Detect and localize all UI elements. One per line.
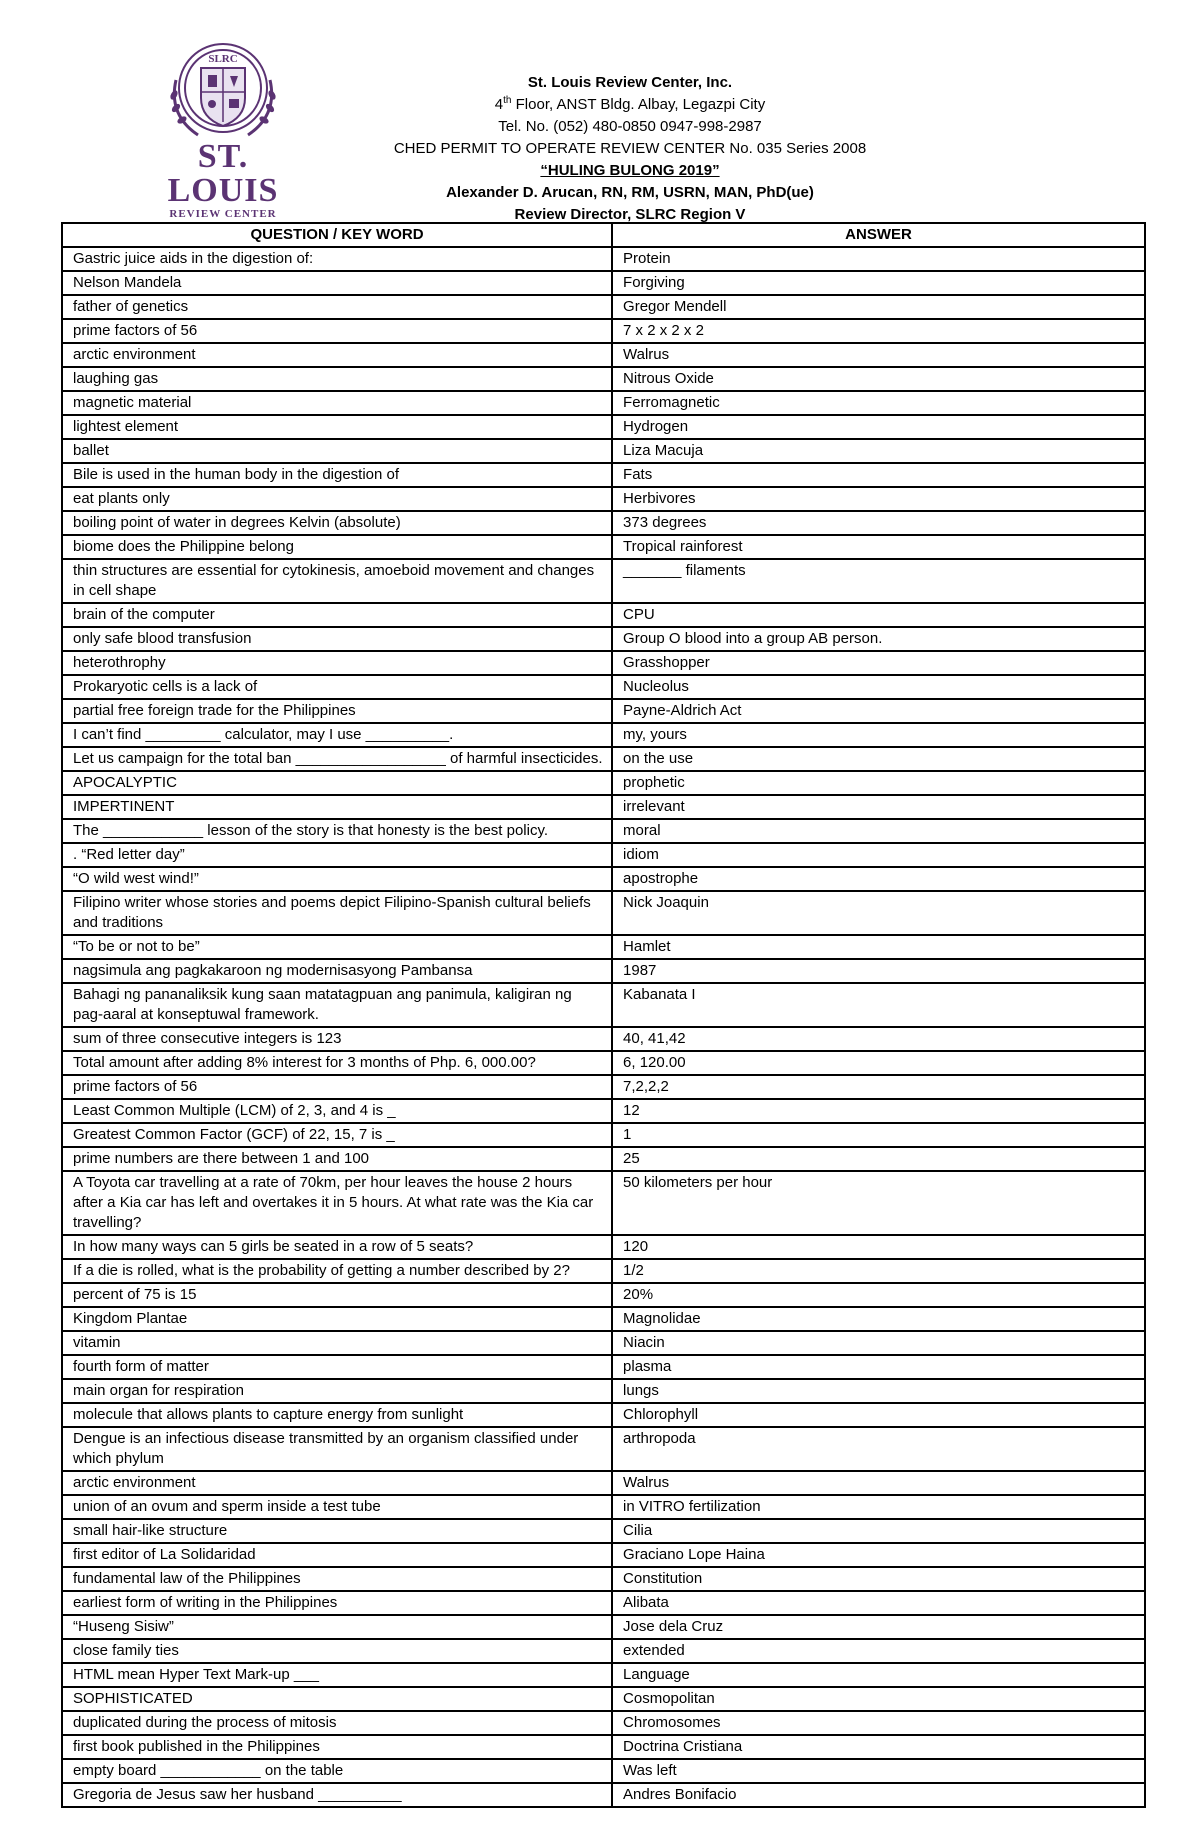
answer-cell: Ferromagnetic [612, 391, 1145, 415]
question-cell: brain of the computer [62, 603, 612, 627]
table-body [62, 247, 1145, 1807]
answer-cell: Was left [612, 1759, 1145, 1783]
answer-cell: Hamlet [612, 935, 1145, 959]
answer-cell: Walrus [612, 343, 1145, 367]
table-row [62, 771, 1145, 795]
table-row [62, 795, 1145, 819]
table-row [62, 1171, 1145, 1235]
answer-cell: Nitrous Oxide [612, 367, 1145, 391]
table-row [62, 983, 1145, 1027]
table-row [62, 959, 1145, 983]
table-row [62, 627, 1145, 651]
table-row [62, 1403, 1145, 1427]
answer-cell: 12 [612, 1099, 1145, 1123]
answer-cell: 20% [612, 1283, 1145, 1307]
question-cell: eat plants only [62, 487, 612, 511]
table-row [62, 819, 1145, 843]
answer-cell: 7 x 2 x 2 x 2 [612, 319, 1145, 343]
question-cell: biome does the Philippine belong [62, 535, 612, 559]
answer-cell: Gregor Mendell [612, 295, 1145, 319]
answer-cell: apostrophe [612, 867, 1145, 891]
question-cell: arctic environment [62, 343, 612, 367]
answer-cell: 120 [612, 1235, 1145, 1259]
answer-cell: Group O blood into a group AB person. [612, 627, 1145, 651]
column-header-question: QUESTION / KEY WORD [62, 223, 612, 247]
question-cell: laughing gas [62, 367, 612, 391]
answer-cell: Doctrina Cristiana [612, 1735, 1145, 1759]
answer-cell: Cosmopolitan [612, 1687, 1145, 1711]
column-header-answer: ANSWER [612, 223, 1145, 247]
table-row [62, 535, 1145, 559]
table-row [62, 1147, 1145, 1171]
question-cell: prime factors of 56 [62, 1075, 612, 1099]
table-row [62, 675, 1145, 699]
seal-text: SLRC [208, 53, 238, 65]
director-title: Review Director, SLRC Region V [514, 206, 746, 223]
question-cell: Filipino writer whose stories and poems depict Filipino-Spanish cultural beliefs and traditions [62, 891, 612, 935]
question-cell: percent of 75 is 15 [62, 1283, 612, 1307]
answer-cell: in VITRO fertilization [612, 1495, 1145, 1519]
answer-cell: Herbivores [612, 487, 1145, 511]
floor-suffix: th [503, 95, 512, 106]
question-cell: . “Red letter day” [62, 843, 612, 867]
answer-cell: Chromosomes [612, 1711, 1145, 1735]
answer-cell: Payne-Aldrich Act [612, 699, 1145, 723]
answer-cell: Grasshopper [612, 651, 1145, 675]
answer-cell: 1987 [612, 959, 1145, 983]
logo-wordmark [138, 140, 308, 220]
answer-cell: Forgiving [612, 271, 1145, 295]
table-row [62, 1027, 1145, 1051]
table-row [62, 723, 1145, 747]
answer-cell: Nick Joaquin [612, 891, 1145, 935]
table-row [62, 1711, 1145, 1735]
table-row [62, 1495, 1145, 1519]
answer-cell: Kabanata I [612, 983, 1145, 1027]
table-row [62, 1471, 1145, 1495]
question-cell: thin structures are essential for cytokinesis, amoeboid movement and changes in cell shape [62, 559, 612, 603]
answer-cell: 373 degrees [612, 511, 1145, 535]
table-row [62, 1567, 1145, 1591]
table-row [62, 1615, 1145, 1639]
question-cell: only safe blood transfusion [62, 627, 612, 651]
answer-cell: Hydrogen [612, 415, 1145, 439]
table-row [62, 1639, 1145, 1663]
table-row [62, 1283, 1145, 1307]
table-row [62, 439, 1145, 463]
table-row [62, 651, 1145, 675]
answer-cell: extended [612, 1639, 1145, 1663]
question-cell: arctic environment [62, 1471, 612, 1495]
answer-cell: Graciano Lope Haina [612, 1543, 1145, 1567]
answer-cell: 1 [612, 1123, 1145, 1147]
table-row [62, 271, 1145, 295]
question-cell: Gastric juice aids in the digestion of: [62, 247, 612, 271]
permit-line: CHED PERMIT TO OPERATE REVIEW CENTER No. 035 Series 2008 [393, 140, 867, 157]
question-cell: Let us campaign for the total ban __________________ of harmful insecticides. [62, 747, 612, 771]
question-cell: nagsimula ang pagkakaroon ng modernisasyong Pambansa [62, 959, 612, 983]
answer-cell: Tropical rainforest [612, 535, 1145, 559]
question-cell: father of genetics [62, 295, 612, 319]
question-cell: Gregoria de Jesus saw her husband __________ [62, 1783, 612, 1807]
table-row [62, 1355, 1145, 1379]
answer-cell: arthropoda [612, 1427, 1145, 1471]
question-cell: close family ties [62, 1639, 612, 1663]
table-row [62, 1759, 1145, 1783]
question-cell: Bile is used in the human body in the digestion of [62, 463, 612, 487]
question-cell: In how many ways can 5 girls be seated in a row of 5 seats? [62, 1235, 612, 1259]
answer-cell: plasma [612, 1355, 1145, 1379]
answer-cell: Nucleolus [612, 675, 1145, 699]
answer-cell: 6, 120.00 [612, 1051, 1145, 1075]
answer-cell: 1/2 [612, 1259, 1145, 1283]
answer-cell: moral [612, 819, 1145, 843]
address-text: Floor, ANST Bldg. Albay, Legazpi City [511, 96, 766, 113]
table-row [62, 1427, 1145, 1471]
answer-cell: Alibata [612, 1591, 1145, 1615]
question-cell: Least Common Multiple (LCM) of 2, 3, and 4 is _ [62, 1099, 612, 1123]
question-cell: prime factors of 56 [62, 319, 612, 343]
table-row [62, 935, 1145, 959]
answer-cell: Magnolidae [612, 1307, 1145, 1331]
question-cell: lightest element [62, 415, 612, 439]
question-cell: empty board ____________ on the table [62, 1759, 612, 1783]
document-title: “HULING BULONG 2019” [540, 162, 720, 179]
table-row [62, 1379, 1145, 1403]
question-cell: If a die is rolled, what is the probability of getting a number described by 2? [62, 1259, 612, 1283]
table-row [62, 1735, 1145, 1759]
question-cell: fundamental law of the Philippines [62, 1567, 612, 1591]
table-row [62, 1591, 1145, 1615]
table-row [62, 1519, 1145, 1543]
question-cell: SOPHISTICATED [62, 1687, 612, 1711]
question-cell: ballet [62, 439, 612, 463]
table-row [62, 391, 1145, 415]
question-cell: molecule that allows plants to capture energy from sunlight [62, 1403, 612, 1427]
question-cell: Nelson Mandela [62, 271, 612, 295]
question-cell: Bahagi ng pananaliksik kung saan matatagpuan ang panimula, kaligiran ng pag-aaral at konseptuwal framework. [62, 983, 612, 1027]
table-row [62, 1307, 1145, 1331]
question-cell: duplicated during the process of mitosis [62, 1711, 612, 1735]
question-cell: Dengue is an infectious disease transmitted by an organism classified under which phylum [62, 1427, 612, 1471]
answer-cell: Protein [612, 247, 1145, 271]
question-cell: APOCALYPTIC [62, 771, 612, 795]
question-cell: The ____________ lesson of the story is that honesty is the best policy. [62, 819, 612, 843]
answer-cell: irrelevant [612, 795, 1145, 819]
question-cell: small hair-like structure [62, 1519, 612, 1543]
question-cell: sum of three consecutive integers is 123 [62, 1027, 612, 1051]
table-row [62, 295, 1145, 319]
question-cell: “To be or not to be” [62, 935, 612, 959]
answer-cell: CPU [612, 603, 1145, 627]
address-line [355, 94, 905, 116]
table-row [62, 1331, 1145, 1355]
answer-cell: my, yours [612, 723, 1145, 747]
question-cell: main organ for respiration [62, 1379, 612, 1403]
question-cell: “O wild west wind!” [62, 867, 612, 891]
question-cell: Greatest Common Factor (GCF) of 22, 15, 7 is _ [62, 1123, 612, 1147]
answer-cell: lungs [612, 1379, 1145, 1403]
answer-cell: _______ filaments [612, 559, 1145, 603]
document-header [355, 72, 905, 226]
table-row [62, 867, 1145, 891]
table-row [62, 319, 1145, 343]
answer-cell: Language [612, 1663, 1145, 1687]
answer-cell: Constitution [612, 1567, 1145, 1591]
question-cell: I can’t find _________ calculator, may I use __________. [62, 723, 612, 747]
wordmark-subtitle: REVIEW CENTER [169, 208, 277, 220]
table-row [62, 1543, 1145, 1567]
question-cell: “Huseng Sisiw” [62, 1615, 612, 1639]
question-cell: Total amount after adding 8% interest for 3 months of Php. 6, 000.00? [62, 1051, 612, 1075]
table-row [62, 603, 1145, 627]
table-row [62, 367, 1145, 391]
table-row [62, 415, 1145, 439]
question-cell: magnetic material [62, 391, 612, 415]
table-row [62, 1783, 1145, 1807]
answer-cell: on the use [612, 747, 1145, 771]
question-cell: first book published in the Philippines [62, 1735, 612, 1759]
table-row [62, 1259, 1145, 1283]
answer-cell: Niacin [612, 1331, 1145, 1355]
table-row [62, 843, 1145, 867]
question-cell: fourth form of matter [62, 1355, 612, 1379]
table-row [62, 463, 1145, 487]
table-row [62, 1075, 1145, 1099]
question-cell: vitamin [62, 1331, 612, 1355]
answer-cell: 7,2,2,2 [612, 1075, 1145, 1099]
table-row [62, 699, 1145, 723]
question-cell: IMPERTINENT [62, 795, 612, 819]
table-row [62, 1051, 1145, 1075]
table-row [62, 1235, 1145, 1259]
answer-cell: Jose dela Cruz [612, 1615, 1145, 1639]
table-row [62, 1123, 1145, 1147]
answer-cell: Fats [612, 463, 1145, 487]
telephone-line: Tel. No. (052) 480-0850 0947-998-2987 [498, 118, 762, 135]
table-row [62, 1687, 1145, 1711]
question-cell: boiling point of water in degrees Kelvin (absolute) [62, 511, 612, 535]
question-cell: Prokaryotic cells is a lack of [62, 675, 612, 699]
question-cell: first editor of La Solidaridad [62, 1543, 612, 1567]
wordmark-title: ST. LOUIS [167, 138, 279, 209]
question-cell: heterothrophy [62, 651, 612, 675]
table-row [62, 511, 1145, 535]
question-cell: partial free foreign trade for the Philippines [62, 699, 612, 723]
question-cell: prime numbers are there between 1 and 100 [62, 1147, 612, 1171]
table-row [62, 343, 1145, 367]
answer-cell: 50 kilometers per hour [612, 1171, 1145, 1235]
answer-cell: Andres Bonifacio [612, 1783, 1145, 1807]
company-name: St. Louis Review Center, Inc. [527, 74, 733, 91]
question-cell: A Toyota car travelling at a rate of 70km, per hour leaves the house 2 hours after a Kia car has left and overtakes it in 5 hours. At what rate was the Kia car travelling? [62, 1171, 612, 1235]
answer-cell: Cilia [612, 1519, 1145, 1543]
question-cell: Kingdom Plantae [62, 1307, 612, 1331]
table-row [62, 891, 1145, 935]
answer-cell: 40, 41,42 [612, 1027, 1145, 1051]
table-row [62, 247, 1145, 271]
table-row [62, 559, 1145, 603]
question-cell: union of an ovum and sperm inside a test tube [62, 1495, 612, 1519]
answer-cell: 25 [612, 1147, 1145, 1171]
director-name: Alexander D. Arucan, RN, RM, USRN, MAN, PhD(ue) [446, 184, 814, 201]
question-answer-table [61, 222, 1146, 1808]
answer-cell: Chlorophyll [612, 1403, 1145, 1427]
question-cell: HTML mean Hyper Text Mark-up ___ [62, 1663, 612, 1687]
table-row [62, 1099, 1145, 1123]
answer-cell: Liza Macuja [612, 439, 1145, 463]
question-cell: earliest form of writing in the Philippines [62, 1591, 612, 1615]
table-header-row [62, 223, 1145, 247]
table-row [62, 487, 1145, 511]
floor-number: 4 [494, 96, 504, 113]
answer-cell: idiom [612, 843, 1145, 867]
answer-cell: Walrus [612, 1471, 1145, 1495]
table-row [62, 747, 1145, 771]
answer-cell: prophetic [612, 771, 1145, 795]
table-row [62, 1663, 1145, 1687]
